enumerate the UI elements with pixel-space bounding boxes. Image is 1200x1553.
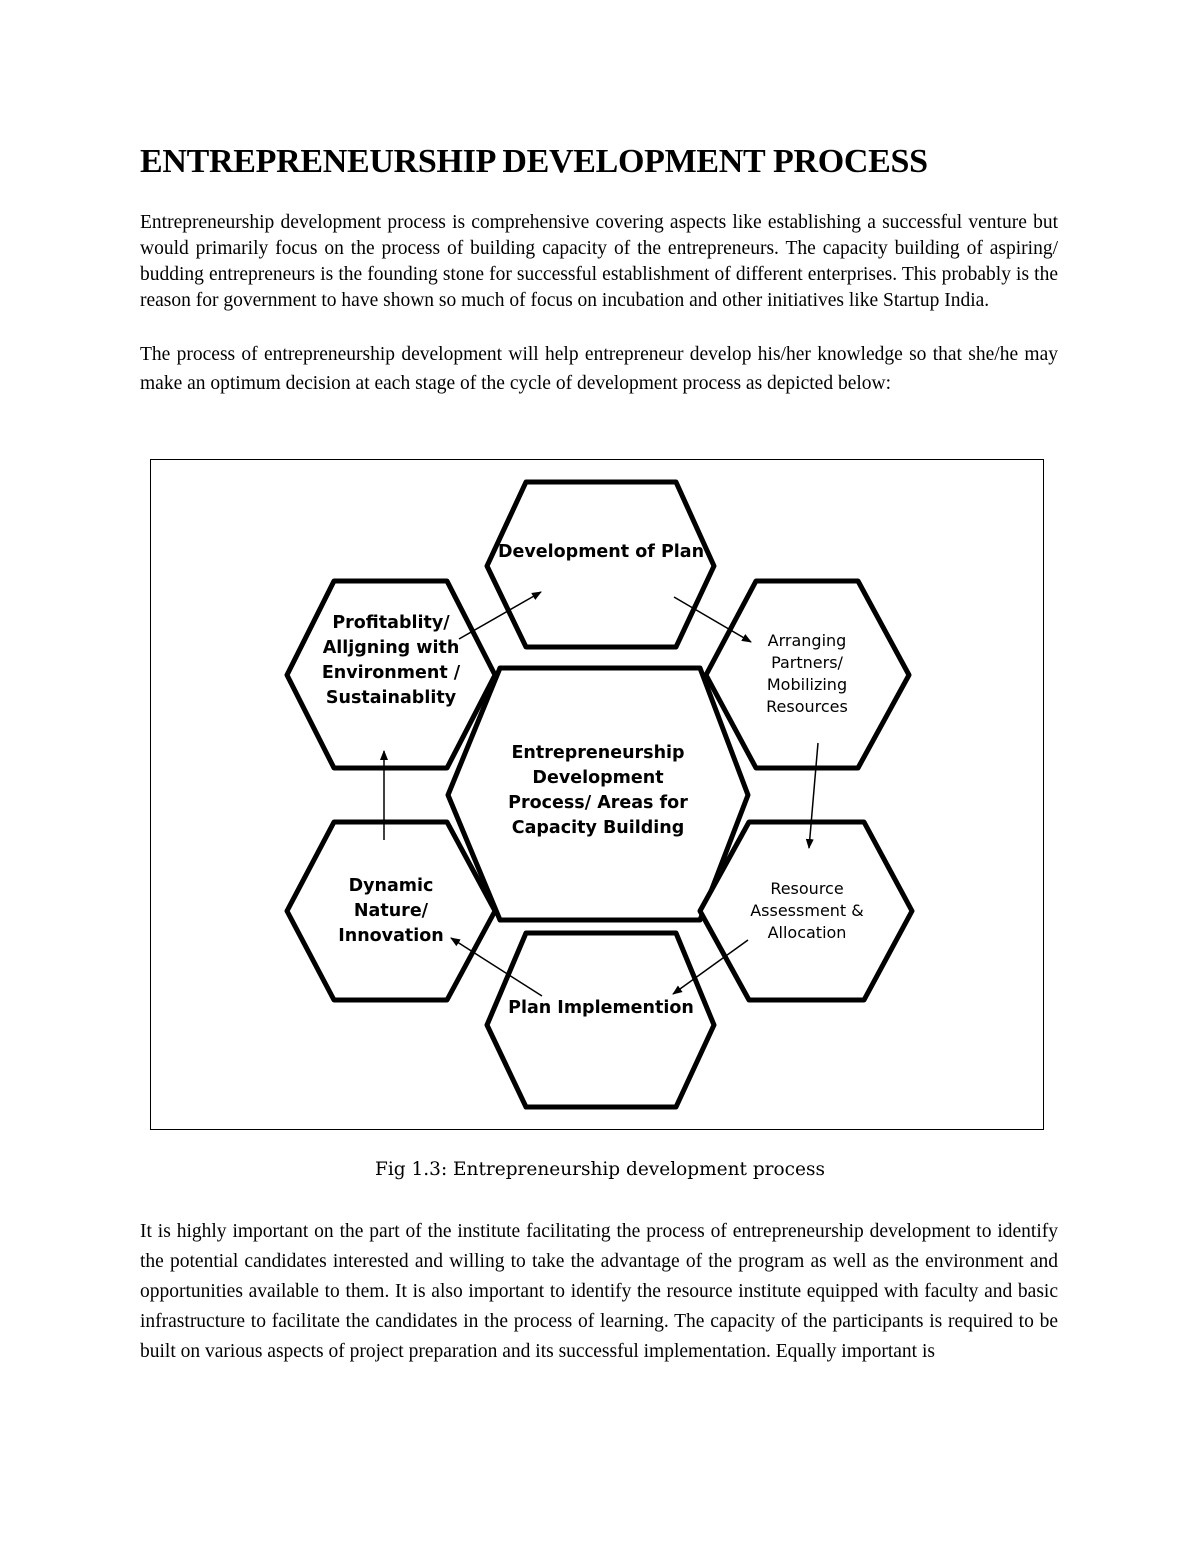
page-title: ENTREPRENEURSHIP DEVELOPMENT PROCESS [140,143,928,180]
figure-caption: Fig 1.3: Entrepreneurship development process [375,1159,825,1180]
node-resource-assessment: Resource Assessment & Allocation [750,879,864,942]
node-plan-implementation: Plan Implemention [508,998,694,1018]
process-diagram [150,459,1044,1130]
intro-paragraph: Entrepreneurship development process is comprehensive covering aspects like establishing a successful venture but would primarily focus on the process of building capacity of the entrepreneurs. The capacity building of aspiring/ budding entrepreneurs is the founding stone for successful establishment of different enterprises. This probably is the reason for government to have shown so much of focus on incubation and other initiatives like Startup India. [140,212,1058,311]
node-arranging-partners: Arranging Partners/ Mobilizing Resources [766,631,848,716]
closing-paragraph: It is highly important on the part of the institute facilitating the process of entrepreneurship development to identify the potential candidates interested and willing to take the advantage of the program as well as the environment and opportunities available to them. It is also important to identify the resource institute equipped with faculty and basic infrastructure to facilitate the candidates in the process of learning. The capacity of the participants is required to be built on various aspects of project preparation and its successful implementation. Equally important is [140,1221,1058,1362]
node-dynamic-nature: Dynamic Nature/ Innovation [338,876,444,946]
node-development-of-plan: Development of Plan [497,542,705,562]
node-profitability: Profitablity/ Alljgning with Environment / Sustainablity [321,613,461,708]
node-center: Entrepreneurship Development Process/ Areas for Capacity Building [508,743,688,838]
process-paragraph: The process of entrepreneurship development will help entrepreneur develop his/her knowledge so that she/he may make an optimum decision at each stage of the cycle of development process as depicted below: [140,344,1058,394]
